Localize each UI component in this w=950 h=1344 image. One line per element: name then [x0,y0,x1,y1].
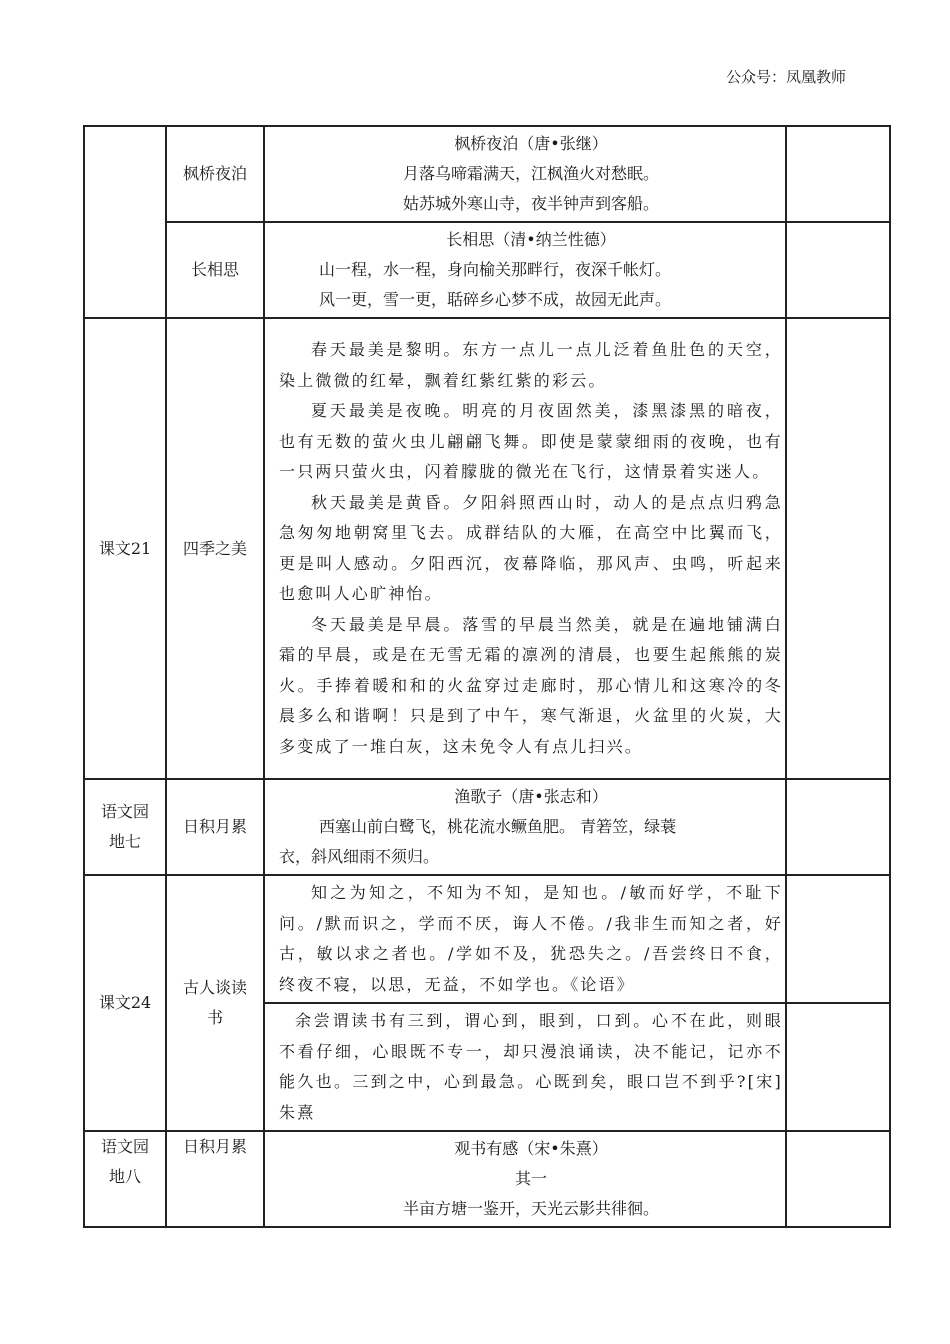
classic-quote: 余尝谓读书有三到，谓心到，眼到，口到。心不在此，则眼不看仔细，心眼既不专一，却只漫浪诵读，决不能记，记亦不能久也。三到之中，心到最急。心既到矣，眼口岂不到乎?[宋]朱熹 [279,1011,783,1122]
table-row [84,779,890,875]
poem-line: 姑苏城外寒山寺，夜半钟声到客船。 [402,194,659,213]
poem-title: 枫桥夜泊（唐•张继） [454,134,608,153]
notes-cell [786,318,890,779]
table-row [84,126,890,222]
notes-cell [786,1003,890,1131]
poem-line: 半亩方塘一鉴开，天光云影共徘徊。 [402,1199,659,1218]
content-cell [264,779,786,875]
essay-paragraph: 秋天最美是黄昏。夕阳斜照西山时，动人的是点点归鸦急急匆匆地朝窝里飞去。成群结队的大雁，在高空中比翼而飞，更是叫人感动。夕阳西沉，夜幕降临，那风声、虫鸣，听起来也愈叫人心旷神怡。 [279,492,783,603]
content-cell [264,875,786,1003]
notes-cell [786,1131,890,1227]
table-row [84,318,890,779]
essay-paragraph: 冬天最美是早晨。落雪的早晨当然美，就是在遍地铺满白霜的早晨，或是在无雪无霜的凛冽的清晨，也要生起熊熊的炭火。手捧着暖和和的火盆穿过走廊时，那心情儿和这寒冷的冬晨多么和谐啊！只是到了中午，寒气渐退，火盆里的火炭，大多变成了一堆白灰，这未免令人有点儿扫兴。 [279,614,783,756]
poem-line: 月落乌啼霜满天，江枫渔火对愁眠。 [402,164,659,183]
title-cell: 日积月累 [166,779,264,875]
title-cell: 枫桥夜泊 [166,126,264,222]
title-label: 古人谈读 [182,978,247,997]
lesson-cell: 课文21 [84,318,166,779]
title-cell: 长相思 [166,222,264,318]
content-cell [264,318,786,779]
header-note: 公众号：凤凰教师 [725,68,846,86]
title-label: 书 [206,1008,223,1027]
title-cell: 日积月累 [166,1131,264,1227]
lesson-label: 地七 [108,832,141,851]
lesson-cell: 课文24 [84,875,166,1131]
notes-cell [786,222,890,318]
content-table [83,125,891,1228]
content-cell [264,126,786,222]
classic-quote: 知之为知之，不知为不知，是知也。/敏而好学，不耻下问。/默而识之，学而不厌，诲人不倦。/我非生而知之者，好古，敏以求之者也。/学如不及，犹恐失之。/吾尝终日不食，终夜不寝，以思，无益，不如学也。《论语》 [279,883,783,994]
title-cell: 四季之美 [166,318,264,779]
lesson-cell [84,779,166,875]
lesson-label: 地八 [108,1167,141,1186]
poem-title: 渔歌子（唐•张志和） [454,787,608,806]
lesson-label: 语文园 [100,802,149,821]
poem-line: 山一程，水一程，身向榆关那畔行，夜深千帐灯。 [319,260,672,279]
poem-title: 长相思（清•纳兰性德） [446,230,616,249]
lesson-label: 语文园 [100,1137,149,1156]
table-row [84,1131,890,1227]
content-cell [264,222,786,318]
poem-subtitle: 其一 [514,1169,547,1188]
table-row [84,875,890,1003]
lesson-cell [84,126,166,318]
title-cell [166,875,264,1131]
content-cell [264,1131,786,1227]
poem-line: 西塞山前白鹭飞，桃花流水鳜鱼肥。 青箬笠，绿蓑 [319,817,677,836]
poem-line: 衣，斜风细雨不须归。 [279,847,440,866]
essay-paragraph: 夏天最美是夜晚。明亮的月夜固然美，漆黑漆黑的暗夜，也有无数的萤火虫儿翩翩飞舞。即使是蒙蒙细雨的夜晚，也有一只两只萤火虫，闪着朦胧的微光在飞行，这情景着实迷人。 [279,401,783,481]
notes-cell [786,875,890,1003]
essay-paragraph: 春天最美是黎明。东方一点儿一点儿泛着鱼肚色的天空，染上微微的红晕，飘着红紫红紫的彩云。 [279,340,783,390]
notes-cell [786,126,890,222]
notes-cell [786,779,890,875]
poem-line: 风一更，雪一更，聒碎乡心梦不成，故园无此声。 [319,290,672,309]
lesson-cell [84,1131,166,1227]
poem-title: 观书有感（宋•朱熹） [454,1139,608,1158]
content-cell [264,1003,786,1131]
table-row [84,222,890,318]
